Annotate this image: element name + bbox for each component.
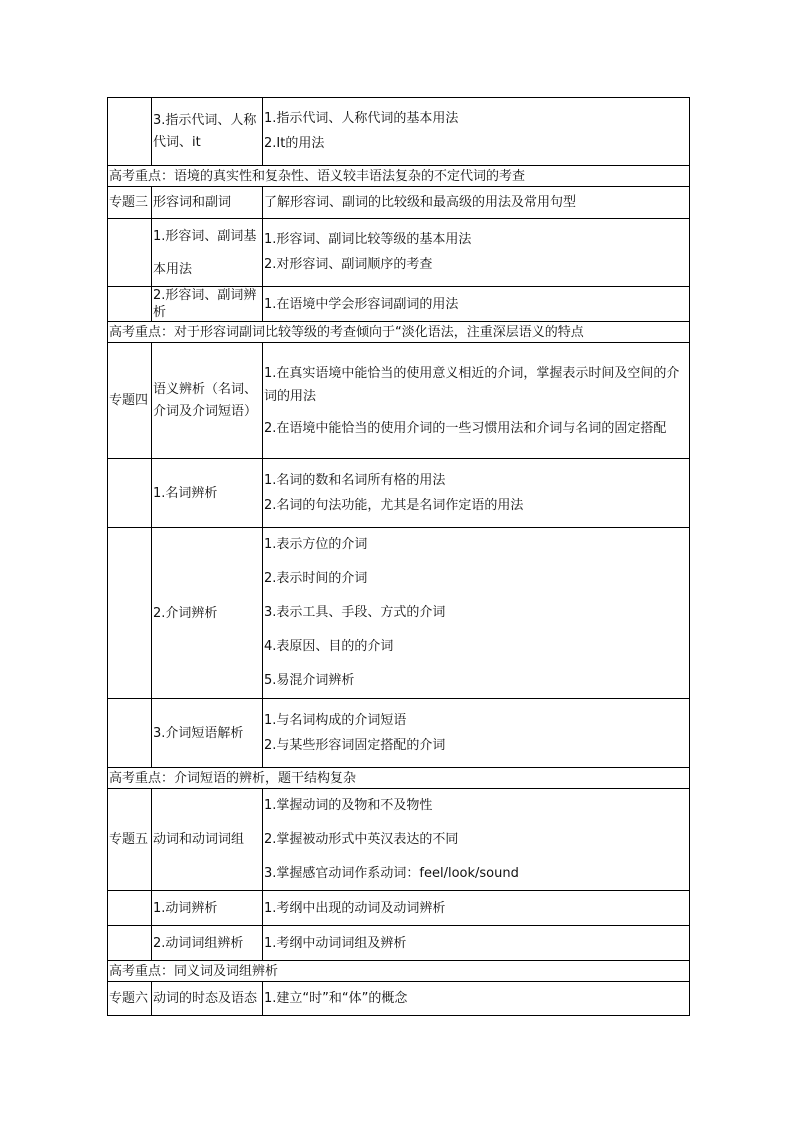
table-row (108, 789, 690, 891)
content-item: 1.指示代词、人称代词的基本用法 (264, 111, 459, 126)
content-item: 4.表原因、目的的介词 (264, 639, 394, 654)
topic-label: 专题六 (108, 982, 152, 1016)
content-item: 1.表示方位的介词 (264, 537, 368, 552)
subtopic-label: 3.介词短语解析 (152, 699, 263, 768)
content-cell (263, 789, 690, 891)
table-row (108, 961, 690, 982)
content-item: 2.表示时间的介词 (264, 571, 368, 586)
content-item: 1.建立“时”和“体”的概念 (263, 982, 690, 1016)
content-cell (263, 699, 690, 768)
content-cell (263, 459, 690, 528)
content-item: 1.名词的数和名词所有格的用法 (264, 472, 446, 488)
table-row (108, 768, 690, 789)
subtopic-label: 2.介词辨析 (152, 528, 263, 699)
content-cell (263, 98, 690, 166)
content-item: 5.易混介词辨析 (264, 673, 355, 688)
content-cell (263, 343, 690, 459)
subtopic-label: 1.名词辨析 (152, 459, 263, 528)
topic-goal: 了解形容词、副词的比较级和最高级的用法及常用句型 (263, 187, 690, 219)
topic-title: 动词和动词词组 (152, 789, 263, 891)
content-item: 2.在语境中能恰当的使用介词的一些习惯用法和介词与名词的固定搭配 (264, 420, 667, 436)
exam-focus-note: 高考重点：同义词及词组辨析 (108, 961, 690, 982)
content-cell (263, 528, 690, 699)
content-item: 1.在语境中学会形容词副词的用法 (263, 287, 690, 322)
content-item: 2.名词的句法功能，尤其是名词作定语的用法 (264, 497, 524, 513)
content-item: 3.表示工具、手段、方式的介词 (264, 605, 446, 620)
table-row (108, 699, 690, 768)
table-row (108, 219, 690, 287)
content-item: 2.与某些形容词固定搭配的介词 (264, 737, 446, 753)
topic-title: 形容词和副词 (152, 187, 263, 219)
exam-focus-note: 高考重点：介词短语的辨析，题干结构复杂 (108, 768, 690, 789)
exam-focus-note: 高考重点：对于形容词副词比较等级的考查倾向于“淡化语法，注重深层语义的特点 (108, 322, 690, 343)
content-item: 2.掌握被动形式中英汉表达的不同 (264, 831, 459, 847)
subtopic-cell (152, 98, 263, 166)
subtopic-label: 2.形容词、副词辨析 (152, 287, 263, 322)
topic-label-cell (108, 98, 152, 166)
table-row (108, 528, 690, 699)
content-item: 1.形容词、副词比较等级的基本用法 (264, 232, 472, 247)
table-row (108, 98, 690, 166)
subtopic-label: 1.动词辨析 (152, 891, 263, 926)
topic-title: 动词的时态及语态 (152, 982, 263, 1016)
content-item: 1.与名词构成的介词短语 (264, 712, 407, 728)
content-item: 1.考纲中动词词组及辨析 (263, 926, 690, 961)
subtopic-cell (152, 219, 263, 287)
content-cell (263, 219, 690, 287)
content-item: 2.It的用法 (264, 136, 325, 151)
topic-label: 专题五 (108, 789, 152, 891)
topic-title-text: 语义辨析（名词、介词及介词短语） (153, 381, 258, 419)
content-item: 1.考纲中出现的动词及动词辨析 (263, 891, 690, 926)
content-item: 3.掌握感官动词作系动词：feel/look/sound (264, 865, 519, 881)
table-row (108, 287, 690, 322)
syllabus-table (107, 97, 690, 1016)
table-row (108, 459, 690, 528)
table-row (108, 166, 690, 187)
topic-label: 专题四 (108, 343, 152, 459)
table-row (108, 343, 690, 459)
content-item: 1.在真实语境中能恰当的使用意义相近的介词，掌握表示时间及空间的介词的用法 (264, 365, 680, 404)
table-row (108, 982, 690, 1016)
table-row (108, 322, 690, 343)
table-row (108, 891, 690, 926)
topic-label: 专题三 (108, 187, 152, 219)
exam-focus-note: 高考重点：语境的真实性和复杂性、语义较丰语法复杂的不定代词的考查 (108, 166, 690, 187)
table-row (108, 926, 690, 961)
subtopic-label: 2.动词词组辨析 (152, 926, 263, 961)
topic-title (152, 343, 263, 459)
subtopic-label: 3.指示代词、人称代词、it (153, 112, 257, 150)
subtopic-label: 1.形容词、副词基本用法 (153, 228, 257, 277)
table-row (108, 187, 690, 219)
content-item: 2.对形容词、副词顺序的考查 (264, 257, 433, 272)
content-item: 1.掌握动词的及物和不及物性 (264, 797, 433, 813)
